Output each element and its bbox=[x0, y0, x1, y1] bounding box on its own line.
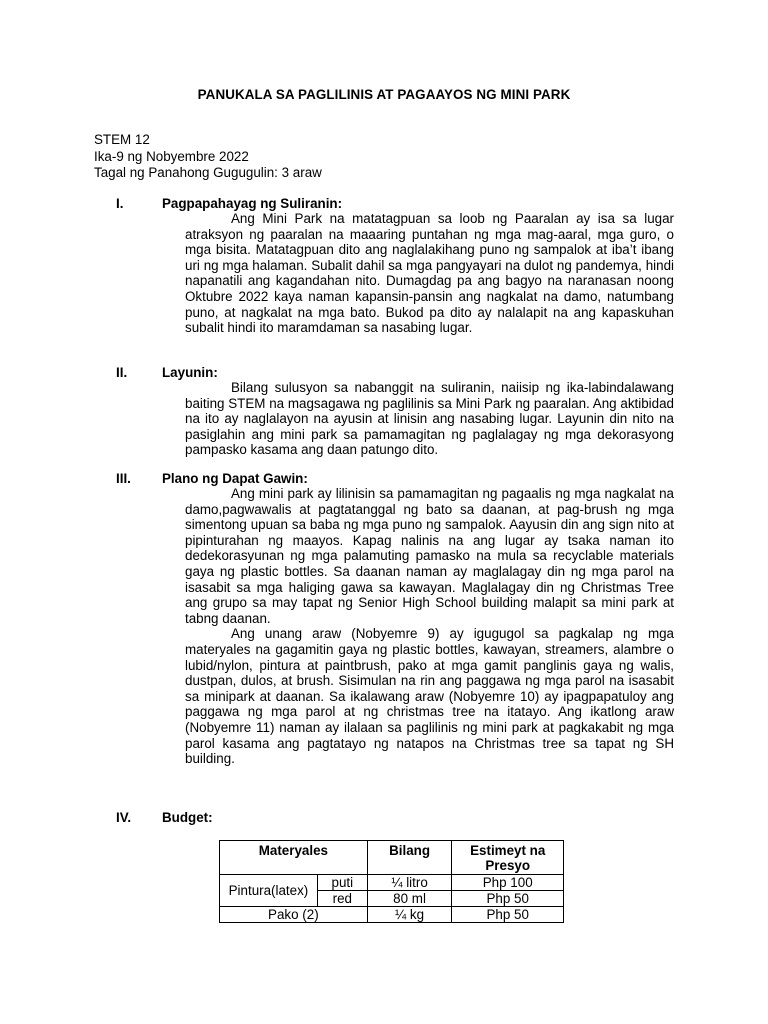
section-3-paragraph-2: Ang unang araw (Nobyemre 9) ay igugugol sa pagkalap ng mga materyales na gagamitin gaya ng plastic bottles, kawayan, streamers, alambre o lubid/nylon, pintura at paintbrush, pako at mga gamit panglinis gaya ng walis, dustpan, dulos, at brush. Sisimulan na rin ang paggawa ng mga parol na isasabit sa minipark at daanan. Sa ikalawang araw (Nobyemre 10) ay ipagpapatuloy ang paggawa ng mga parol at ng christmas tree na itatayo. Ang ikatlong araw (Nobyemre 11) naman ay ilalaan sa paglilinis ng mini park at pagkakabit ng mga parol kasama ang pagtatayo ng natapos na Christmas tree sa tapat ng SH building. bbox=[185, 626, 674, 767]
section-2-body bbox=[185, 380, 674, 458]
section-1-paragraph: Ang Mini Park na matatagpuan sa loob ng Paaralan ay isa sa lugar atraksyon ng paaralan na maaaring puntahan ng mga mag-aaral, mga guro, o mga bisita. Matatagpuan dito ang naglalakihang puno ng sampalok at iba’t ibang uri ng mga halaman. Subalit dahil sa mga pangyayari na dulot ng pandemya, hindi napanatili ang kagandahan nito. Dumagdag pa ang bagyo na naranasan noong Oktubre 2022 kaya naman kapansin-pansin ang nagkalat na damo, natumbang puno, at nagkalat na mga bato. Bukod pa dito ay nalalapit na ang kapaskuhan subalit hindi ito maramdaman sa nasabing lugar. bbox=[185, 211, 674, 336]
document-meta bbox=[94, 132, 322, 182]
table-row bbox=[220, 875, 564, 891]
cell-price: Php 50 bbox=[452, 907, 564, 923]
section-3-paragraph-1: Ang mini park ay lilinisin sa pamamagitan ng pagaalis ng mga nagkalat na damo,pagwawalis at pagtatanggal ng bato sa daanan, at pag-brush ng mga simentong upuan sa baba ng mga puno ng sampalok. Aayusin din ang sign nito at pipinturahan ng maayos. Kapag nalinis na ang lugar ay tsaka naman ito dedekorasyunan ng mga palamuting pamasko na mula sa recyclable materials gaya ng plastic bottles. Sa daanan naman ay maglalagay din ng mga parol na isasabit sa mga haliging gawa sa kawayan. Maglalagay din ng Christmas Tree ang grupo sa may tapat ng Senior High School building malapit sa mini park at tabng daanan. bbox=[185, 486, 674, 626]
section-4-title: Budget: bbox=[162, 810, 213, 825]
cell-price: Php 50 bbox=[452, 891, 564, 907]
meta-date: Ika-9 ng Nobyembre 2022 bbox=[94, 148, 249, 164]
cell-price: Php 100 bbox=[452, 875, 564, 891]
cell-qty: ¼ kg bbox=[367, 907, 452, 923]
cell-sub: puti bbox=[317, 875, 367, 891]
section-2-number: II. bbox=[116, 365, 128, 380]
section-2-title: Layunin: bbox=[162, 365, 218, 380]
section-3-number: III. bbox=[116, 471, 131, 486]
header-materyales: Materyales bbox=[220, 841, 368, 875]
section-3-title: Plano ng Dapat Gawin: bbox=[162, 471, 308, 486]
header-presyo: Estimeyt na Presyo bbox=[452, 841, 564, 875]
table-row bbox=[220, 907, 564, 923]
meta-strand: STEM 12 bbox=[94, 132, 150, 147]
cell-item: Pako (2) bbox=[220, 907, 368, 923]
section-1-body bbox=[185, 211, 674, 336]
document-title: PANUKALA SA PAGLILINIS AT PAGAAYOS NG MINI PARK bbox=[197, 87, 571, 102]
header-bilang: Bilang bbox=[367, 841, 452, 875]
section-1-number: I. bbox=[116, 196, 124, 211]
section-2-paragraph: Bilang sulusyon sa nabanggit na suliranin, naiisip ng ika-labindalawang baiting STEM na magsagawa ng paglilinis sa Mini Park ng paaralan. Ang aktibidad na ito ay naglalayon na ayusin at linisin ang nasabing lugar. Layunin din nito na pasiglahin ang mini park sa pamamagitan ng paglalagay ng mga dekorasyong pampasko kasama ang daan patungo dito. bbox=[185, 380, 674, 458]
section-3-body bbox=[185, 486, 674, 767]
cell-qty: 80 ml bbox=[367, 891, 452, 907]
cell-item: Pintura(latex) bbox=[220, 875, 318, 907]
section-1-title: Pagpapahayag ng Suliranin: bbox=[162, 196, 343, 211]
section-4-number: IV. bbox=[116, 810, 132, 825]
budget-table bbox=[219, 840, 564, 923]
cell-qty: ¼ litro bbox=[367, 875, 452, 891]
budget-header-row bbox=[220, 841, 564, 875]
meta-duration: Tagal ng Panahong Gugugulin: 3 araw bbox=[94, 165, 322, 180]
cell-sub: red bbox=[317, 891, 367, 907]
